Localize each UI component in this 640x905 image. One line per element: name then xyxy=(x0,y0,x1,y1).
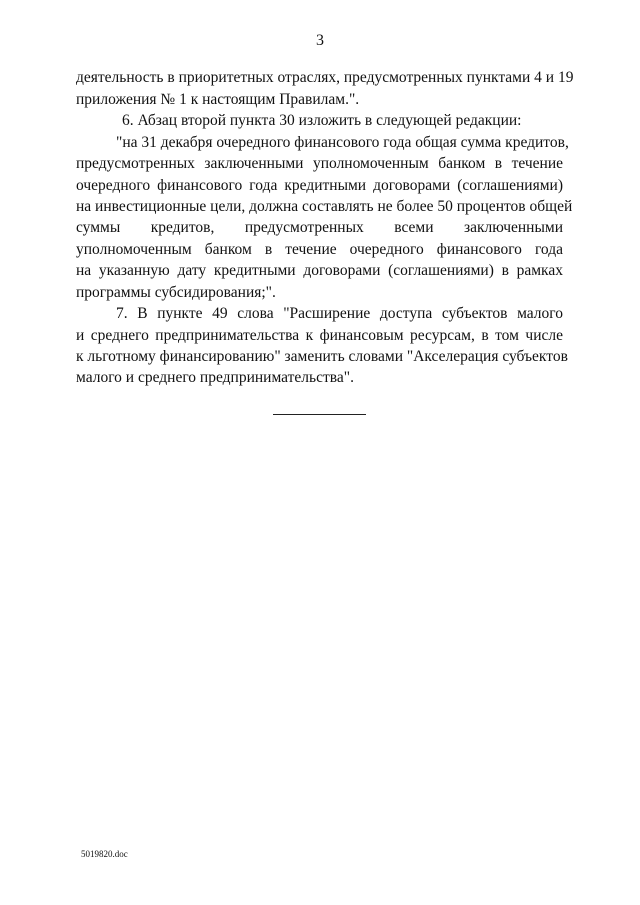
text-line: и среднего предпринимательства к финансовым ресурсам, в том числе xyxy=(76,327,563,344)
text-line: 6. Абзац второй пункта 30 изложить в следующей редакции: xyxy=(122,112,522,129)
text-line: уполномоченным банком в течение очередного финансового года xyxy=(76,241,563,258)
text-line: очередного финансового года кредитными договорами (соглашениями) xyxy=(76,177,563,194)
text-line: приложения № 1 к настоящим Правилам.". xyxy=(76,91,360,108)
text-line: деятельность в приоритетных отраслях, предусмотренных пунктами 4 и 19 xyxy=(76,69,574,86)
page-number: 3 xyxy=(316,32,324,49)
text-line: к льготному финансированию" заменить словами "Акселерация субъектов xyxy=(76,348,568,365)
text-line: 7. В пункте 49 слова "Расширение доступа субъектов малого xyxy=(116,305,563,322)
end-separator-line xyxy=(273,414,366,415)
text-line: суммы кредитов, предусмотренных всеми заключенными xyxy=(76,219,563,236)
file-code: 5019820.doc xyxy=(81,849,128,859)
text-line: программы субсидирования;". xyxy=(76,284,276,301)
text-line: на указанную дату кредитными договорами (соглашениями) в рамках xyxy=(76,262,563,279)
text-line: предусмотренных заключенными уполномоченным банком в течение xyxy=(76,155,563,172)
text-line: малого и среднего предпринимательства". xyxy=(76,369,354,386)
text-line: на инвестиционные цели, должна составлять не более 50 процентов общей xyxy=(76,198,573,215)
text-line: "на 31 декабря очередного финансового года общая сумма кредитов, xyxy=(116,134,569,151)
